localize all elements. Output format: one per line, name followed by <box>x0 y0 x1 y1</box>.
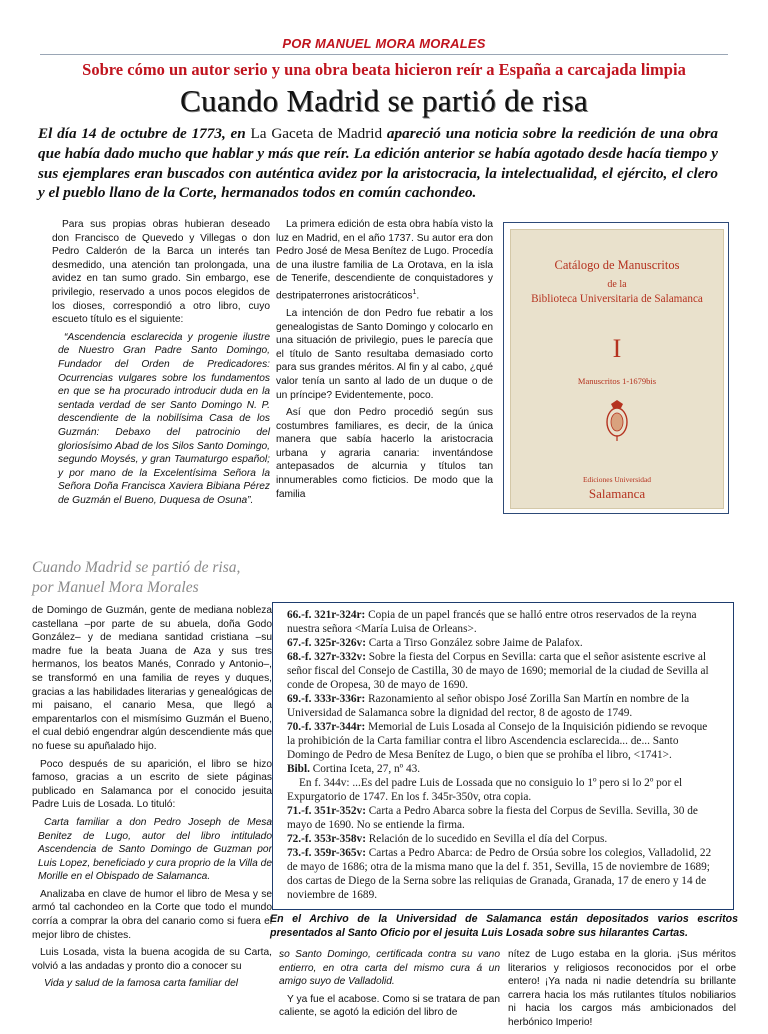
col2-paragraph-1 <box>276 218 493 303</box>
col2-p1-text: La primera edición de esta obra había visto la luz en Madrid, en el año 1737. Su autor era don Pedro José de Mesa Benítez de Lugo. Procedía de una ilustre familia de La Orotava, en la isla de Tenerife, descendiente de conquistadores y destripaterrones aristocráticos <box>276 219 493 302</box>
manuscript-entry-text: Relación de lo sucedido en Sevilla el día del Corpus. <box>365 833 608 845</box>
col4-paragraph-1: Y ya fue el acabose. Como si se tratara de pan caliente, se agotó la edición del libro de <box>279 993 500 1019</box>
cover-publisher-line2: Salamanca <box>588 486 646 501</box>
headline: Cuando Madrid se partió de risa <box>180 83 588 118</box>
manuscript-entry-text: Memorial de Luis Losada al Consejo de la Inquisición pidiendo se revoque la prohibición de la Carta familiar contra el libro Ascendencia esclarecida... de... Santo Domingo de Pedro de Mesa Benítez de Lugo, o bien que se prohíba el libro, <1741>. <box>287 721 708 761</box>
manuscript-entry-number: 66.-f. 321r-324r: <box>287 609 366 621</box>
book-cover-frame <box>503 222 729 514</box>
manuscript-entry-text: En f. 344v: ...Es del padre Luis de Lossada que no consiguio lo 1º pero si lo 2º por el Expurgatorio de 1747. En los f. 345r-350v, otra copia. <box>287 777 683 803</box>
manuscript-entry <box>287 692 717 720</box>
subtitle: Sobre cómo un autor serio y una obra beata hicieron reír a España a carcajada limpia <box>82 60 686 79</box>
footnote-marker: 1 <box>412 288 417 296</box>
manuscript-entry <box>287 804 717 832</box>
col1-paragraph-1: Para sus propias obras hubieran deseado don Francisco de Quevedo y Villegas o don Pedro Calderón de la Barca un interés tan desmedido, una atención tan prolongada, una avidez en tan sumo grado. Sin embargo, ese privilegio, reservado a unos pocos elegidos de los dioses, correspondió a otro libro, cuyo escueto título es el siguiente: <box>52 219 270 326</box>
continuation-heading-line1: Cuando Madrid se partió de risa, <box>32 559 241 576</box>
image-caption: En el Archivo de la Universidad de Salamanca están depositados varios escritos presentados al Santo Oficio por el jesuita Luis Losada sobre sus hilarantes Cartas. <box>270 913 738 939</box>
lede-gaceta: La Gaceta de Madrid <box>250 125 383 142</box>
manuscript-catalog-image <box>272 602 734 910</box>
column-5 <box>508 948 736 1034</box>
manuscript-entry <box>287 776 717 804</box>
manuscript-entry-text: Razonamiento al señor obispo José Zorilla San Martín en nombre de la Universidad de Salamanca sobre la dignidad del rector, 8 de agosto de 1749. <box>287 693 690 719</box>
manuscript-entry-text: Carta a Pedro Abarca sobre la fiesta del Corpus de Sevilla. Sevilla, 30 de mayo de 1690. No se entiende la firma. <box>287 805 698 831</box>
col3-paragraph-1: de Domingo de Guzmán, gente de mediana nobleza castellana –por parte de su abuela, doña Godo González– y de mediana santidad cristiana –su madre fue la beata Juana de Aza y sus tres hermanos, los beatos Manés, Conrado y Antonio–, se transformó en una familia de reyes y duques, gracias a las habilidades literarias y genealógicas de mi paisano, el canario Mesa, que llegó a emparentarlos con el mismísimo Guzmán el Bueno, el cual debió engendrar algún descendiente más que no fuese su apuñalado hijo. <box>32 605 272 752</box>
col3-paragraph-3: Analizaba en clave de humor el libro de Mesa y se armó tal cachondeo en la Corte que todo el mundo corría a comprar la obra del canario como si fuera el mejor libro de chistes. <box>32 888 272 941</box>
university-seal-icon <box>603 398 631 442</box>
cover-title-line3: Biblioteca Universitaria de Salamanca <box>531 293 703 305</box>
column-1 <box>52 218 270 511</box>
col1-quote: “Ascendencia esclarecida y progenie ilustre de Nuestro Gran Padre Santo Domingo, Fundador del Orden de Predicadores: Ocurrencias vulgares sobre los fundamentos en que se ha procurado introducir duda en la sentada verdad de ser Santo Domingo N. P. descendiente de la nobilísima Casa de los Guzmán: Debaxo del patrocinio del gloriosísimo Abad de los Silos Santo Domingo, segundo Moysés, y gran Taumaturgo español; y por mano de la Excelentísima Señora la Señora Doña Francisca Xaviera Bibiana Pérez de Guzmán el Bueno, Duquesa de Osuna”. <box>58 331 270 506</box>
cover-volume-sub: Manuscritos 1-1679bis <box>577 376 657 386</box>
manuscript-entry-number: 71.-f. 351r-352v: <box>287 805 366 817</box>
manuscript-entry-text: Cartas a Pedro Abarca: de Pedro de Orsúa sobre los colegios, Valladolid, 22 de mayo de 1686; otra de la misma mano que la del f. 351, Sevilla, 15 de noviembre de 1689; dos cartas de Diego de la Serna sobre las reliquias de Granada, Granada, 17 de enero y 14 de noviembre de 1689. <box>287 847 712 901</box>
manuscript-entry-text: Carta a Tirso González sobre Jaime de Palafox. <box>365 637 583 649</box>
manuscript-entry <box>287 636 717 650</box>
manuscript-entry-number: 70.-f. 337r-344r: <box>287 721 366 733</box>
manuscript-entry <box>287 846 717 902</box>
manuscript-entry <box>287 762 717 776</box>
manuscript-entry-number: 73.-f. 359r-365v: <box>287 847 366 859</box>
manuscript-list <box>287 608 717 902</box>
col2-p1-end: . <box>416 290 420 302</box>
continuation-heading <box>32 558 282 598</box>
book-cover <box>510 229 724 509</box>
manuscript-entry-number: 72.-f. 353r-358v: <box>287 833 366 845</box>
manuscript-entry-number: 68.-f. 327r-332v: <box>287 651 366 663</box>
manuscript-entry <box>287 832 717 846</box>
cover-publisher-line1: Ediciones Universidad <box>582 475 652 484</box>
manuscript-entry <box>287 608 717 636</box>
manuscript-entry-number: Bibl. <box>287 763 310 775</box>
col3-paragraph-5: Vida y salud de la famosa carta familiar del <box>44 978 239 990</box>
manuscript-entry-text: Cortina Iceta, 27, nº 43. <box>309 763 421 775</box>
header-rule <box>40 54 728 55</box>
cover-volume: I <box>612 334 622 363</box>
manuscript-entry <box>287 650 717 692</box>
cover-title-line2: de la <box>607 279 627 290</box>
cover-title-line1: Catálogo de Manuscritos <box>554 258 680 272</box>
manuscript-entry-text: Sobre la fiesta del Corpus en Sevilla: carta que el señor asistente escrive al señor fiscal del Consejo de Castilla, 30 de mayo de 1690; memorial de la ciudad de Sevilla al conde de Oropesa, 30 de mayo de 1690. <box>287 651 709 691</box>
col2-paragraph-2: La intención de don Pedro fue rebatir a los genealogistas de Santo Domingo y colocarlo en una situación de privilegio, pues le parecía que el título de Santo resultaba demasiado corto para sus grandes méritos. Al fin y al cabo, ¿qué valor tenía un santo al lado de un duque o de un príncipe? Evidentemente, poco. <box>276 307 493 401</box>
column-4 <box>279 948 500 1024</box>
column-2 <box>276 218 493 505</box>
col3-quote: Carta familiar a don Pedro Joseph de Mesa Benitez de Lugo, autor del libro intitulado Ascendencia de Santo Domingo de Guzman por Luis Lopez, beneficiado y cura proprio de la Villa de Morille en el Obispado de Salamanca. <box>38 816 272 883</box>
manuscript-entry-number: 67.-f. 325r-326v: <box>287 637 366 649</box>
col3-paragraph-4: Luis Losada, vista la buena acogida de su Carta, volvió a las andadas y pronto dio a conocer su <box>32 947 272 972</box>
col2-paragraph-3: Así que don Pedro procedió según sus costumbres familiares, es decir, de la única manera que sabía hacerlo la aristocracia urbana y agraria canaria: inventándose antepasados de alcurnia y títulos tan innumerables como ficticios. De modo que la familia <box>276 407 493 500</box>
lede-part1: El día 14 de octubre de 1773, en <box>38 125 251 142</box>
continuation-heading-line2: por Manuel Mora Morales <box>32 579 199 596</box>
manuscript-entry-text: Copia de un papel francés que se halló entre otros reservados de la reyna nuestra señora <María Luisa de Orleans>. <box>287 609 697 635</box>
byline: POR MANUEL MORA MORALES <box>282 36 486 51</box>
lede-part2: apareció una noticia sobre la reedición de una obra que había dado mucho que hablar y más que reír. La edición anterior se había agotado desde hacía tiempo y sus ejemplares eran buscados con auténtica avidez por la aristocracia, la intelectualidad, el ejército, el clero y el pueblo llano de la Corte, hermanados todos en común cachondeo. <box>38 125 719 202</box>
col4-quote: so Santo Domingo, certificada contra su vano entierro, en otra carta del mismo cura á un amigo suyo de Valladolid. <box>279 949 500 988</box>
lede-paragraph <box>38 124 718 203</box>
manuscript-entry <box>287 720 717 762</box>
col3-paragraph-2: Poco después de su aparición, el libro se hizo famoso, gracias a un escrito de siete páginas publicado en Salamanca por el conocido jesuita Padre Luis de Losada. Lo tituló: <box>32 758 272 811</box>
manuscript-entry-number: 69.-f. 333r-336r: <box>287 693 366 705</box>
col5-paragraph-1: nítez de Lugo estaba en la gloria. ¡Sus méritos literarios y religiosos reconocidos por el orbe entero! ¡Ya nada ni nadie detendría su brillante carrera hacia los más rutilantes títulos nobiliarios ni hacia los cargos más ambicionados del herbónico Imperio! <box>508 949 736 1028</box>
column-3 <box>32 604 272 995</box>
